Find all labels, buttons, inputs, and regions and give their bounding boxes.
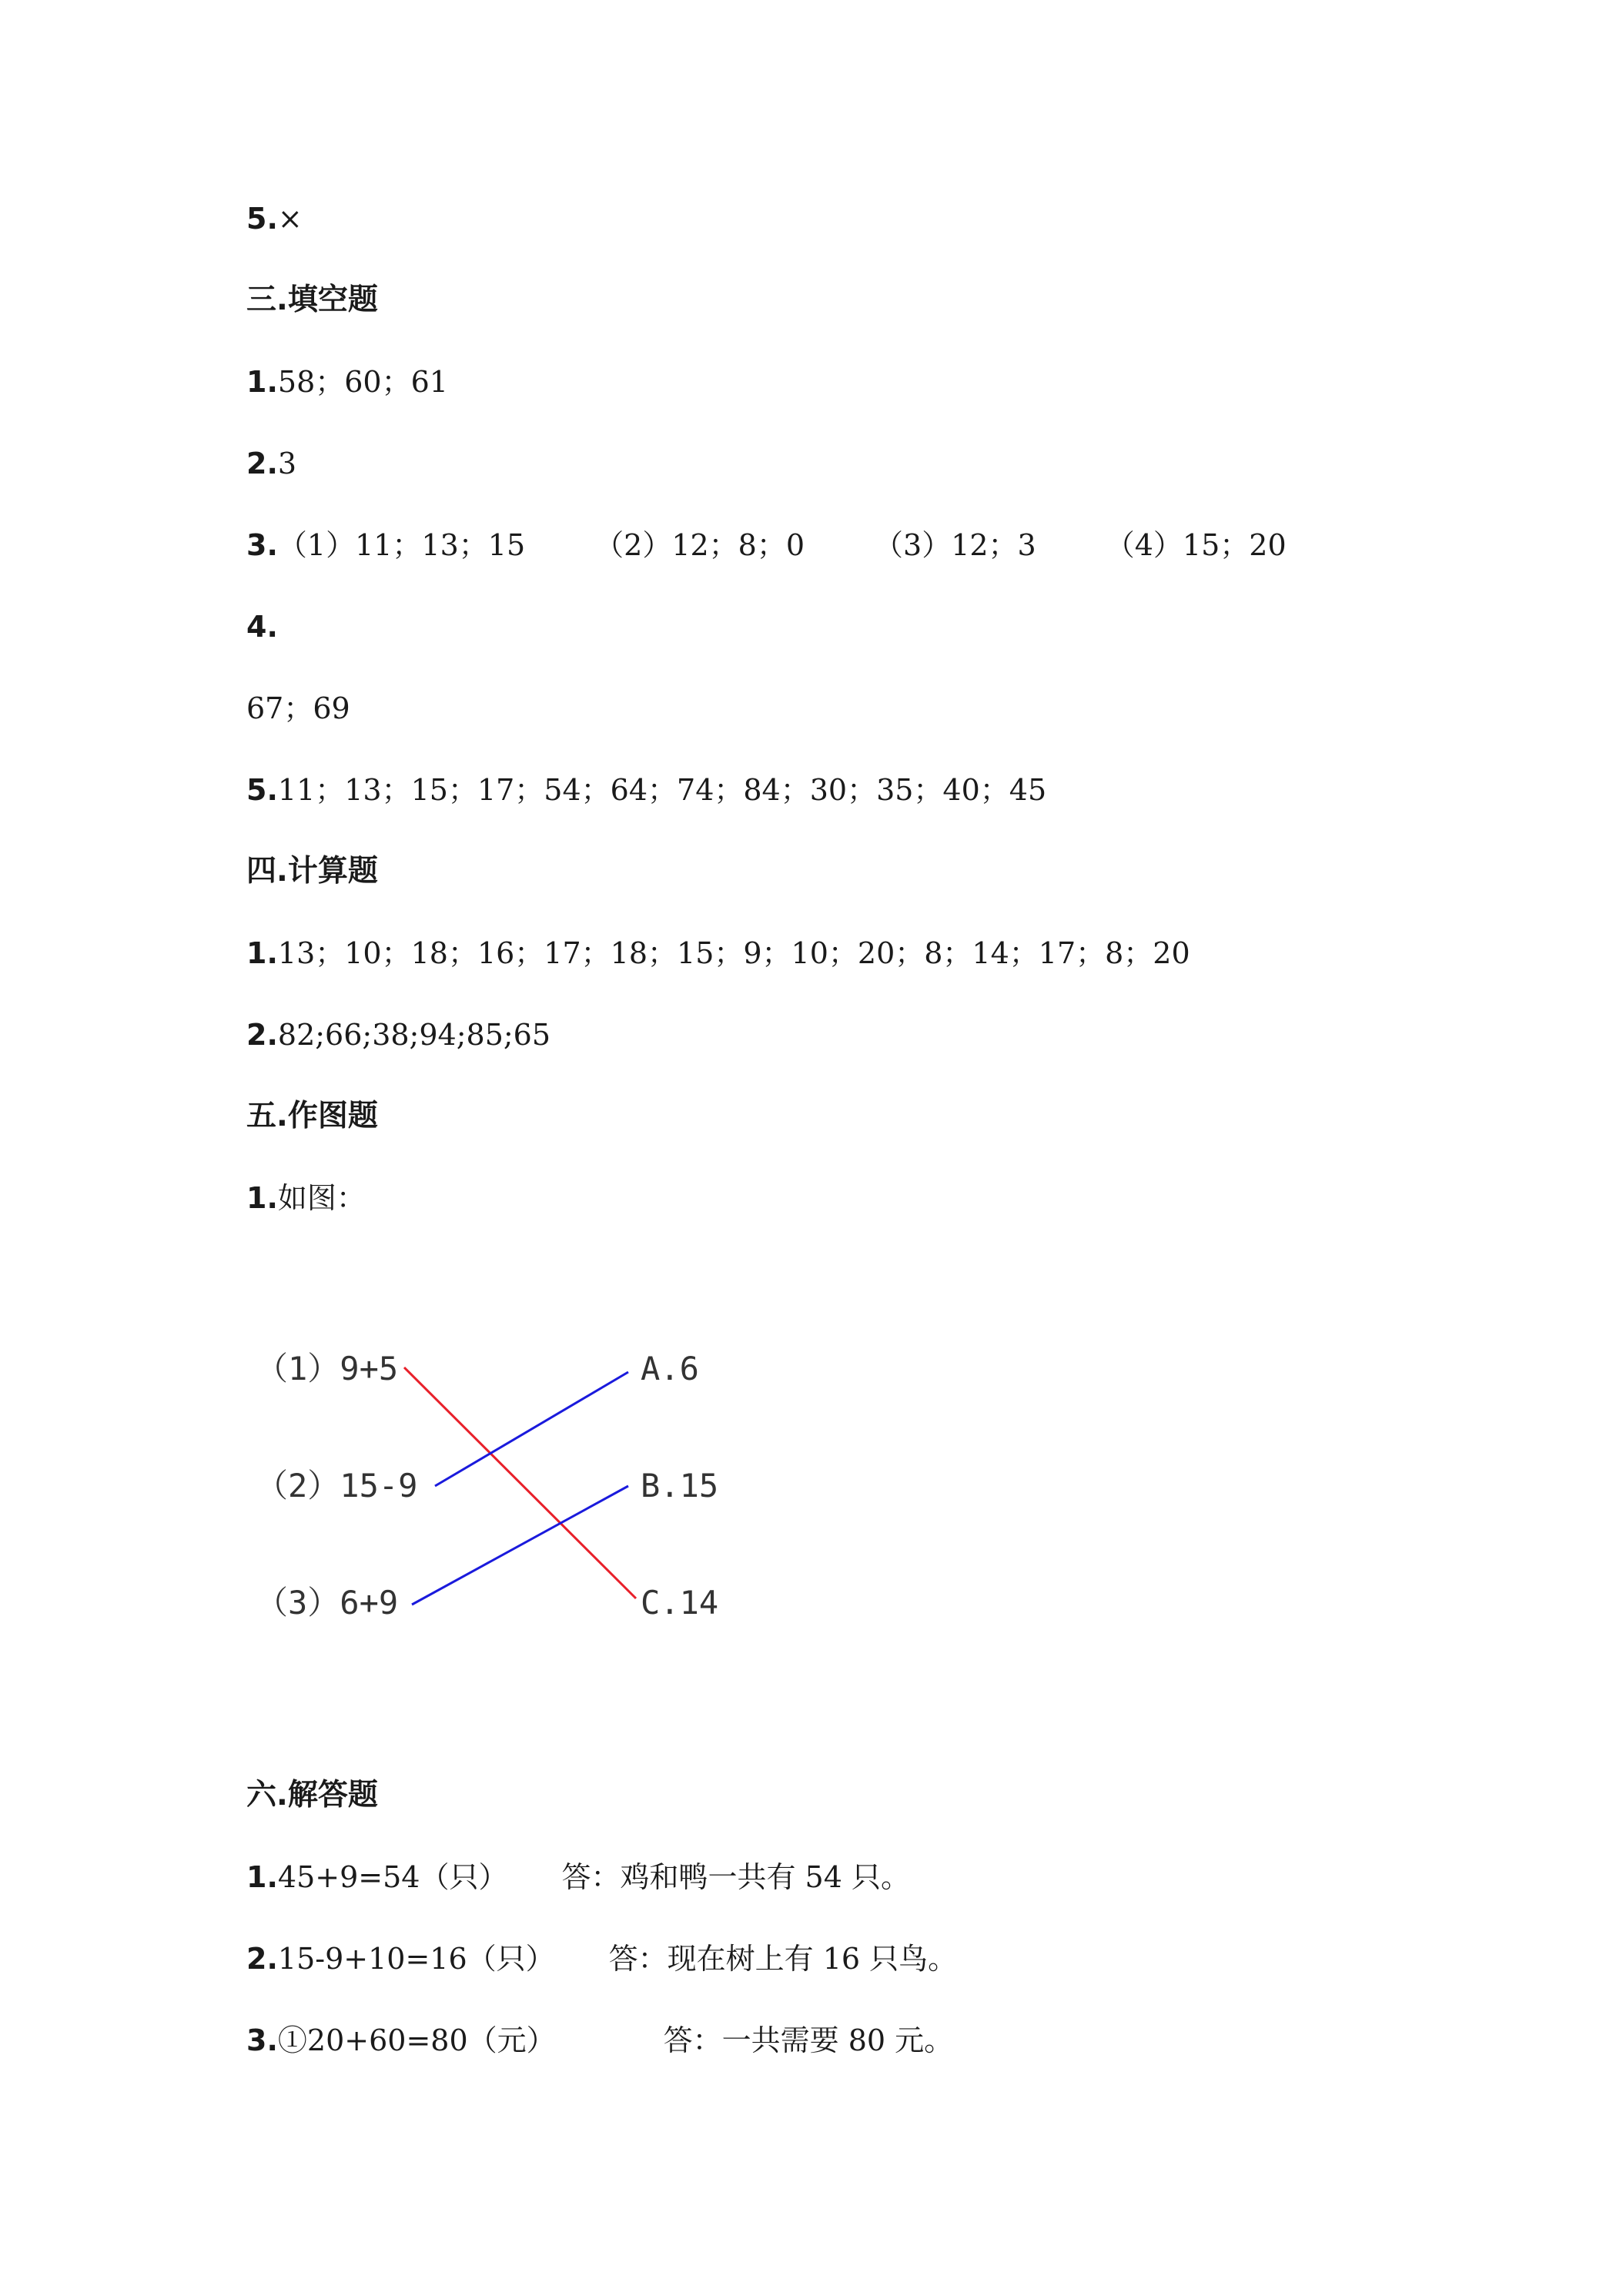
- fill-item-4-answer: [246, 691, 350, 725]
- judge-item-5: [246, 202, 303, 236]
- section-title-calculation: 四.计算题: [246, 854, 378, 889]
- match-line-3-b: [412, 1486, 628, 1605]
- left-label-1: （1）9+5: [256, 1350, 399, 1387]
- right-label-c: C.14: [641, 1584, 719, 1622]
- matching-diagram: [246, 1324, 739, 1663]
- item-text: ×: [277, 202, 303, 236]
- item-number: 1.: [246, 936, 278, 970]
- calc-item-2: [246, 1018, 550, 1052]
- answer-item-2: [246, 1942, 957, 1976]
- item-text: 13；10；18；16；17；18；15；9；10；20；8；14；17；8；20: [277, 936, 1190, 970]
- section-title-word-problems: 六.解答题: [246, 1778, 378, 1812]
- item-equation: 45+9=54（只）: [277, 1860, 508, 1894]
- item-number: 3.: [246, 2023, 278, 2057]
- item-number: 1.: [246, 1860, 278, 1894]
- fill-item-2: [246, 447, 296, 480]
- item-part: （4）15；20: [1105, 528, 1287, 562]
- fill-item-4: [246, 610, 278, 644]
- item-number: 2.: [246, 1018, 278, 1052]
- draw-item-1: [246, 1181, 366, 1215]
- item-number: 4.: [246, 610, 278, 644]
- right-label-b: B.15: [641, 1467, 719, 1504]
- item-text: 3: [277, 447, 297, 480]
- left-label-3: （3）6+9: [256, 1584, 399, 1622]
- item-text: 如图：: [277, 1181, 366, 1215]
- match-line-2-a: [435, 1372, 628, 1486]
- item-number: 1.: [246, 365, 278, 399]
- item-number: 5.: [246, 773, 278, 807]
- item-answer: 答：现在树上有 16 只鸟。: [608, 1942, 958, 1976]
- section-title-fill-blank: 三.填空题: [246, 283, 378, 317]
- item-text: 58；60；61: [277, 365, 448, 399]
- answer-item-3: [246, 2023, 953, 2057]
- item-number: 2.: [246, 447, 278, 480]
- calc-item-1: [246, 936, 1190, 970]
- matching-lines: [246, 1324, 739, 1663]
- item-text: 67；69: [246, 691, 350, 725]
- item-answer: 答：一共需要 80 元。: [663, 2023, 954, 2057]
- section-title-drawing: 五.作图题: [246, 1099, 378, 1133]
- item-part: （1）11；13；15: [277, 528, 526, 562]
- item-equation: 15-9+10=16（只）: [277, 1942, 555, 1976]
- right-label-a: A.6: [641, 1350, 699, 1387]
- fill-item-3: [246, 528, 1287, 562]
- item-number: 3.: [246, 528, 278, 562]
- item-number: 1.: [246, 1181, 278, 1215]
- item-answer: 答：鸡和鸭一共有 54 只。: [561, 1860, 910, 1894]
- item-text: 11；13；15；17；54；64；74；84；30；35；40；45: [277, 773, 1047, 807]
- item-part: （3）12；3: [874, 528, 1036, 562]
- item-number: 5.: [246, 202, 278, 236]
- item-number: 2.: [246, 1942, 278, 1976]
- left-label-2: （2）15-9: [256, 1467, 418, 1504]
- fill-item-1: [246, 365, 448, 399]
- answer-item-1: [246, 1860, 910, 1894]
- fill-item-5: [246, 773, 1046, 807]
- item-equation: ①20+60=80（元）: [277, 2023, 556, 2057]
- item-text: 82;66;38;94;85;65: [277, 1018, 551, 1052]
- item-part: （2）12；8；0: [594, 528, 805, 562]
